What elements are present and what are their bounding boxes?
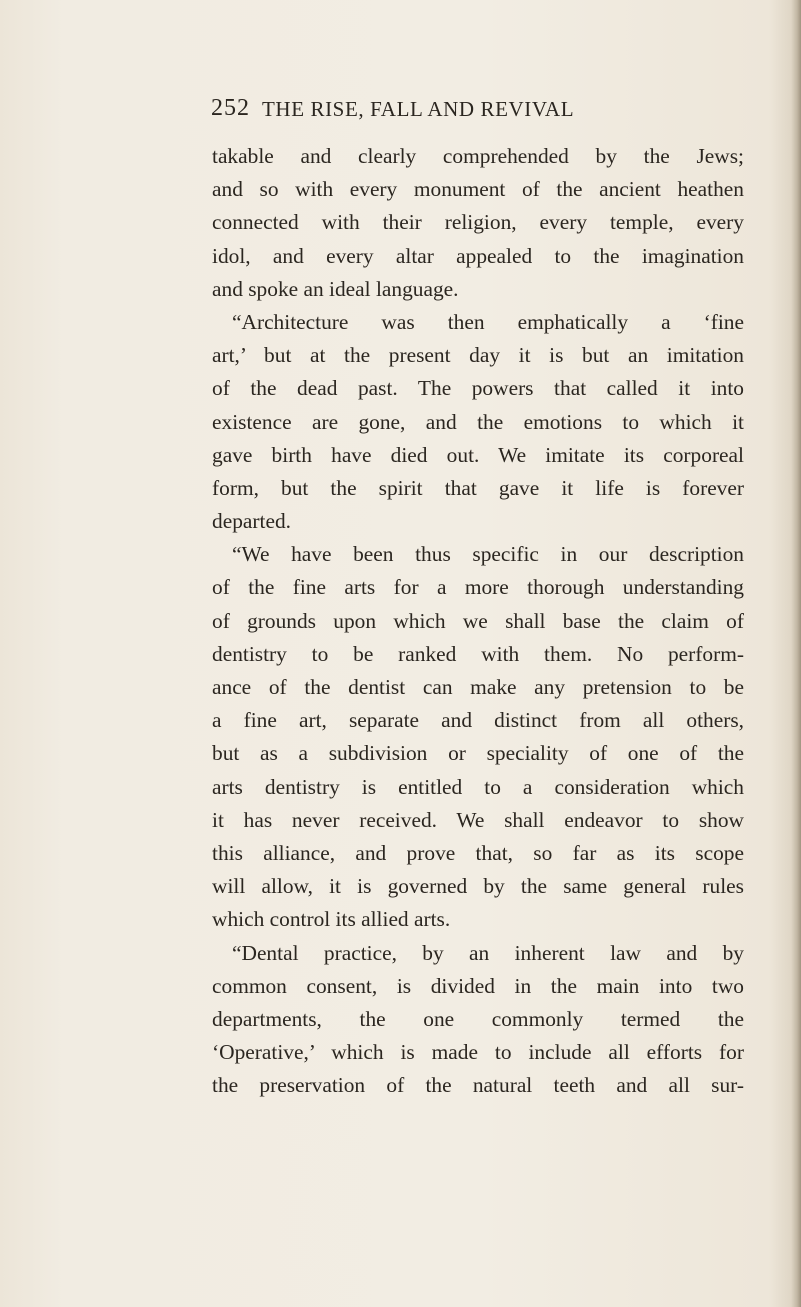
text-line: arts dentistry is entitled to a consideration which [212, 774, 744, 799]
text-line: will allow, it is governed by the same general rules [212, 874, 744, 899]
text-line: and so with every monument of the ancient heathen [212, 177, 744, 202]
running-title: THE RISE, FALL AND REVIVAL [262, 97, 575, 121]
text-line: “Dental practice, by an inherent law and by [232, 940, 744, 965]
text-line: dentistry to be ranked with them. No perform- [212, 641, 744, 666]
page-edge-shadow [791, 0, 801, 1307]
text-line: common consent, is divided in the main into two [212, 973, 744, 998]
text-line: “Architecture was then emphatically a ‘fine [232, 309, 744, 334]
text-line: ‘Operative,’ which is made to include all efforts for [212, 1040, 744, 1065]
text-line: connected with their religion, every temple, every [212, 210, 744, 235]
text-line: of the dead past. The powers that called it into [212, 376, 744, 401]
text-line: takable and clearly comprehended by the Jews; [212, 144, 744, 168]
text-line: idol, and every altar appealed to the imagination [212, 243, 744, 268]
text-line: it has never received. We shall endeavor to show [212, 807, 744, 832]
text-line: this alliance, and prove that, so far as its scope [212, 840, 744, 865]
text-line: and spoke an ideal language. [212, 276, 459, 301]
text-line: of grounds upon which we shall base the claim of [212, 608, 744, 633]
text-line: departed. [212, 509, 291, 534]
page-number: 252 [211, 95, 250, 121]
text-line: ance of the dentist can make any pretension to be [212, 675, 744, 699]
text-line: “We have been thus specific in our description [232, 542, 744, 567]
text-line: a fine art, separate and distinct from all others, [212, 708, 744, 733]
body-text [212, 140, 744, 1102]
page-header [0, 95, 801, 127]
text-line: existence are gone, and the emotions to which it [212, 409, 744, 434]
text-line: art,’ but at the present day it is but an imitation [212, 343, 744, 368]
text-line: which control its allied arts. [212, 907, 451, 932]
text-line: form, but the spirit that gave it life is forever [212, 475, 744, 500]
text-line: of the fine arts for a more thorough understanding [212, 575, 744, 600]
text-line: but as a subdivision or speciality of one of the [212, 741, 744, 766]
text-line: departments, the one commonly termed the [212, 1006, 744, 1031]
text-line: the preservation of the natural teeth and all sur- [212, 1073, 744, 1098]
text-line: gave birth have died out. We imitate its corporeal [212, 442, 744, 467]
